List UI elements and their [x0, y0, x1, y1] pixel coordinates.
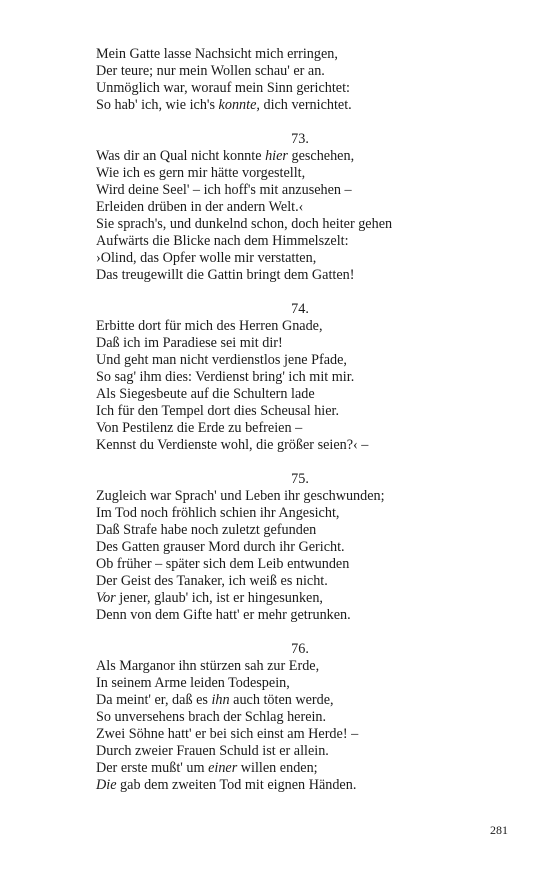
verse-text: So sag' ihm dies: Verdienst bring' ich mit mir. [96, 369, 355, 385]
verse-text: Als Marganor ihn stürzen sah zur Erde, [96, 658, 320, 674]
verse-line [96, 148, 456, 165]
verse-text: willen enden; [237, 760, 318, 776]
verse-line [96, 386, 456, 403]
verse-text: Erleiden drüben in der andern Welt.‹ [96, 199, 304, 215]
verse-text: Durch zweier Frauen Schuld ist er allein. [96, 743, 329, 759]
verse-line [96, 726, 456, 743]
verse-text: ›Olind, das Opfer wolle mir verstatten, [96, 250, 317, 266]
verse-emphasis: Vor [96, 590, 116, 606]
verse-line [96, 420, 456, 437]
stanza [96, 641, 456, 794]
verse-line [96, 777, 456, 794]
verse-line [96, 590, 456, 607]
verse-text: Im Tod noch fröhlich schien ihr Angesicht, [96, 505, 340, 521]
verse-text: Aufwärts die Blicke nach dem Himmelszelt: [96, 233, 349, 249]
verse-line [96, 233, 456, 250]
verse-line [96, 692, 456, 709]
verse-text: Der teure; nur mein Wollen schau' er an. [96, 63, 325, 79]
stanza-number: 74. [291, 301, 309, 317]
verse-line [96, 658, 456, 675]
verse-text: Und geht man nicht verdienstlos jene Pfade, [96, 352, 347, 368]
verse-line [96, 743, 456, 760]
stanza [96, 301, 456, 454]
verse-line [96, 352, 456, 369]
verse-emphasis: Die [96, 777, 117, 793]
verse-line [96, 165, 456, 182]
verse-line [96, 369, 456, 386]
verse-text: Des Gatten grauser Mord durch ihr Gericht. [96, 539, 345, 555]
verse-text: Ob früher – später sich dem Leib entwunden [96, 556, 350, 572]
verse-line [96, 403, 456, 420]
verse-line [96, 539, 456, 556]
stanza-number: 75. [291, 471, 309, 487]
verse-text: Wird deine Seel' – ich hoff's mit anzusehen – [96, 182, 352, 198]
verse-emphasis: hier [265, 148, 288, 164]
verse-line [96, 522, 456, 539]
verse-text: So hab' ich, wie ich's [96, 97, 219, 113]
verse-line [96, 760, 456, 777]
verse-text: Unmöglich war, worauf mein Sinn gerichtet: [96, 80, 350, 96]
verse-text: Kennst du Verdienste wohl, die größer seien?‹ – [96, 437, 369, 453]
verse-text: Zwei Söhne hatt' er bei sich einst am Herde! – [96, 726, 359, 742]
verse-text: Von Pestilenz die Erde zu befreien – [96, 420, 303, 436]
verse-text: Wie ich es gern mir hätte vorgestellt, [96, 165, 306, 181]
verse-line [96, 607, 456, 624]
verse-text: Was dir an Qual nicht konnte [96, 148, 266, 164]
verse-emphasis: einer [208, 760, 238, 776]
poem-body [96, 46, 456, 794]
verse-text: Sie sprach's, und dunkelnd schon, doch heiter gehen [96, 216, 393, 232]
verse-text: Der Geist des Tanaker, ich weiß es nicht. [96, 573, 328, 589]
stanza-number: 73. [291, 131, 309, 147]
verse-line [96, 437, 456, 454]
verse-line [96, 556, 456, 573]
verse-text: Mein Gatte lasse Nachsicht mich erringen, [96, 46, 338, 62]
verse-emphasis: ihn [211, 692, 230, 708]
verse-text: In seinem Arme leiden Todespein, [96, 675, 290, 691]
verse-text: Daß Strafe habe noch zuletzt gefunden [96, 522, 317, 538]
verse-line [96, 709, 456, 726]
stanza-number: 76. [291, 641, 309, 657]
verse-line [96, 97, 456, 114]
verse-line [96, 335, 456, 352]
verse-text: Daß ich im Paradiese sei mit dir! [96, 335, 283, 351]
verse-line [96, 318, 456, 335]
verse-line [96, 199, 456, 216]
verse-text: Als Siegesbeute auf die Schultern lade [96, 386, 315, 402]
verse-text: dich vernichtet. [259, 97, 352, 113]
verse-line [96, 573, 456, 590]
verse-line [96, 675, 456, 692]
verse-text: Denn von dem Gifte hatt' er mehr getrunken. [96, 607, 351, 623]
verse-text: Zugleich war Sprach' und Leben ihr geschwunden; [96, 488, 385, 504]
verse-text: geschehen, [287, 148, 355, 164]
verse-text: jener, glaub' ich, ist er hingesunken, [115, 590, 323, 606]
verse-line [96, 505, 456, 522]
verse-line [96, 488, 456, 505]
verse-emphasis: konnte, [218, 97, 260, 113]
verse-line [96, 80, 456, 97]
verse-text: Der erste mußt' um [96, 760, 209, 776]
verse-line [96, 250, 456, 267]
verse-line [96, 63, 456, 80]
verse-text: Erbitte dort für mich des Herren Gnade, [96, 318, 323, 334]
verse-line [96, 267, 456, 284]
verse-text: Das treugewillt die Gattin bringt dem Gatten! [96, 267, 355, 283]
verse-line [96, 182, 456, 199]
verse-text: Ich für den Tempel dort dies Scheusal hier. [96, 403, 340, 419]
verse-line [96, 216, 456, 233]
verse-line [96, 46, 456, 63]
verse-text: Da meint' er, daß es [96, 692, 212, 708]
page-number: 281 [490, 823, 508, 837]
stanza [96, 131, 456, 284]
verse-text: So unversehens brach der Schlag herein. [96, 709, 327, 725]
verse-text: gab dem zweiten Tod mit eignen Händen. [116, 777, 357, 793]
verse-text: auch töten werde, [229, 692, 334, 708]
stanza [96, 46, 456, 114]
stanza [96, 471, 456, 624]
